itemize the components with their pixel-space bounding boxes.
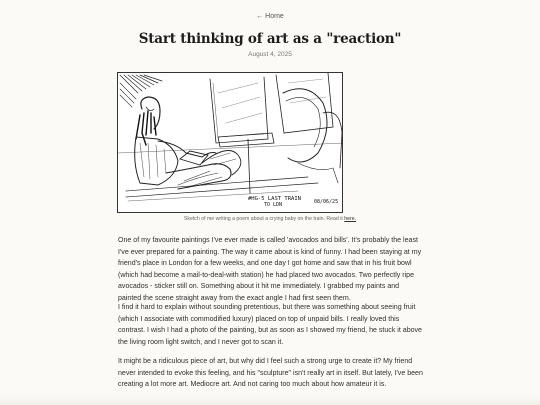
pencil-sketch-illustration: [118, 73, 343, 213]
sketch-signature-line2: TO LDN: [264, 202, 283, 208]
sketch-image: [117, 72, 343, 213]
caption-text: Sketch of me writing a poem about a crying baby on the train. Read it: [183, 216, 345, 222]
home-link[interactable]: [0, 13, 540, 20]
image-caption: [0, 216, 540, 222]
back-arrow-icon: ←: [256, 13, 264, 20]
home-link-label: Home: [265, 13, 284, 20]
post-date: August 4, 2025: [248, 51, 292, 58]
paragraph-2: I find it hard to explain without sounding pretentious, but there was something about seeing fruit (which I associate with commodified luxury) placed on top of unpaid bills. I really loved this contrast. I wish I had a photo of the painting, but as soon as I showed my friend, he stuck it above the living room light switch, and I never got to scan it.: [118, 304, 422, 346]
paragraph-1: One of my favourite paintings I've ever made is called 'avocados and bills'. It's probably the least I've ever prepared for a painting. The way it came about is kind of funny. I had been staying at my friend's place in London for a few weeks, and one day I got home and saw that in his fruit bowl (which had become a mail-to-deal-with station) he had placed two avocados. Two perfectly ripe avocados - sticker still on. Something about it hit me immediately. I grabbed my paints and painted the scene straight away from the exact angle I had first seen them.: [118, 237, 422, 302]
sketch-date: 08/06/25: [314, 199, 339, 205]
paragraph-3: It might be a ridiculous piece of art, but why did I feel such a strong urge to create it? My friend never intended to evoke this feeling, and his "sculpture" isn't really art in itself. But lately, I've been creating a lot more art. Mediocre art. And not caring too much about how amateur it is.: [118, 358, 423, 389]
caption-read-link[interactable]: here.: [344, 216, 357, 222]
post-title: Start thinking of art as a "reaction": [138, 31, 402, 47]
bottom-fade: [0, 395, 540, 405]
sketch-signature: #HG-5 LAST TRAIN: [248, 196, 301, 202]
